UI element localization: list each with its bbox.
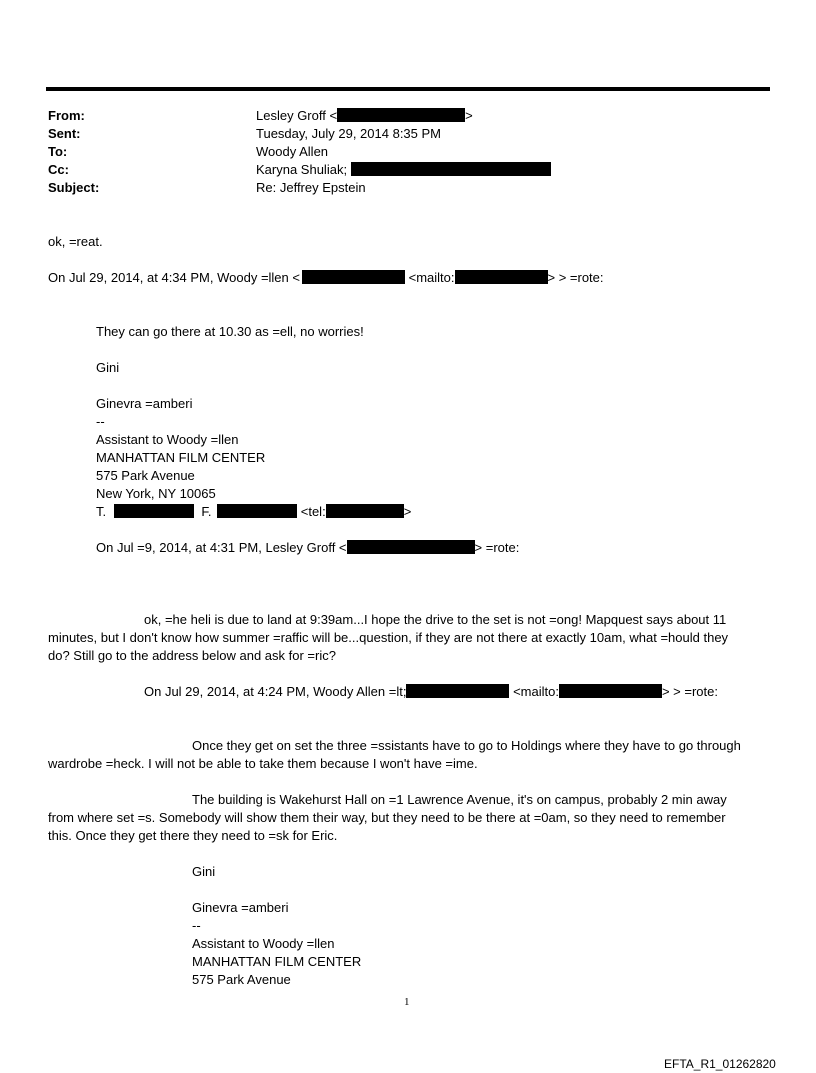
redaction-bar [455,270,548,284]
quote-header-1 [48,269,604,287]
signature-title-1: Assistant to Woody =llen [96,432,239,447]
quote-header-text: On Jul =9, 2014, at 4:31 PM, Lesley Groff < [96,540,347,555]
signature-city-1: New York, NY 10065 [96,486,216,501]
message-2-line-2: minutes, but I don't know how summer =raffic will be...question, if they are not there at exactly 10am, what =hould they [48,630,729,645]
quote-wrote: > =rote: [474,540,520,555]
signature-company-1: MANHATTAN FILM CENTER [96,450,266,465]
tel-label: <tel: [300,504,326,519]
quote-header-text: On Jul 29, 2014, at 4:34 PM, Woody =llen < [48,270,300,285]
redaction-bar [406,684,509,698]
from-value [256,107,473,125]
quote-wrote: > > =rote: [661,684,718,699]
redaction-bar [351,162,551,176]
phone-label: T. [96,504,107,519]
quote-header-3 [144,683,718,701]
document-id: EFTA_R1_01262820 [664,1057,776,1071]
subject-label: Subject: [48,180,100,195]
quote-wrote: > > =rote: [547,270,604,285]
message-1: They can go there at 10.30 as =ell, no worries! [96,324,364,339]
quote-header-text: On Jul 29, 2014, at 4:24 PM, Woody Allen =lt; [144,684,407,699]
redaction-bar [302,270,405,284]
tel-close: > [403,504,412,519]
reply-text: ok, =reat. [48,234,103,249]
signature-street-1: 575 Park Avenue [96,468,195,483]
message-4-line-3: this. Once they get there they need to =sk for Eric. [48,828,338,843]
redaction-bar [337,108,465,122]
redaction-bar [217,504,297,518]
signature-dash-1: -- [96,414,105,429]
page-number: 1 [404,996,410,1008]
quote-mailto: <mailto: [513,684,559,699]
message-2-line-3: do? Still go to the address below and ask for =ric? [48,648,336,663]
from-name: Lesley Groff < [256,108,338,123]
from-close: > [465,108,473,123]
redaction-bar [347,540,475,554]
signature-name-2: Ginevra =amberi [192,900,289,915]
quote-header-2 [96,539,519,557]
header-rule [46,87,770,91]
message-4-line-2: from where set =s. Somebody will show them their way, but they need to be there at =0am, so they need to remember [48,810,726,825]
subject-value: Re: Jeffrey Epstein [256,180,366,195]
quote-mailto: <mailto: [408,270,455,285]
to-value: Woody Allen [256,144,329,159]
cc-label: Cc: [48,162,69,177]
signature-company-2: MANHATTAN FILM CENTER [192,954,362,969]
cc-value [256,161,551,179]
signature-name-1: Ginevra =amberi [96,396,193,411]
signature-gini-1: Gini [96,360,120,375]
to-label: To: [48,144,68,159]
redaction-bar [114,504,194,518]
signature-dash-2: -- [192,918,201,933]
sent-value: Tuesday, July 29, 2014 8:35 PM [256,126,441,141]
message-3-line-1: Once they get on set the three =ssistants have to go to Holdings where they have to go through [192,738,741,753]
signature-title-2: Assistant to Woody =llen [192,936,335,951]
cc-name: Karyna Shuliak; [256,162,348,177]
redaction-bar [326,504,404,518]
sent-label: Sent: [48,126,81,141]
fax-label: F. [201,504,212,519]
message-2-line-1: ok, =he heli is due to land at 9:39am...I hope the drive to the set is not =ong! Mapquest says about 11 [144,612,727,627]
redaction-bar [559,684,662,698]
from-label: From: [48,108,85,123]
signature-street-2: 575 Park Avenue [192,972,291,987]
message-4-line-1: The building is Wakehurst Hall on =1 Lawrence Avenue, it's on campus, probably 2 min away [192,792,727,807]
signature-phone-1 [96,503,411,521]
signature-gini-2: Gini [192,864,216,879]
message-3-line-2: wardrobe =heck. I will not be able to take them because I won't have =ime. [48,756,478,771]
